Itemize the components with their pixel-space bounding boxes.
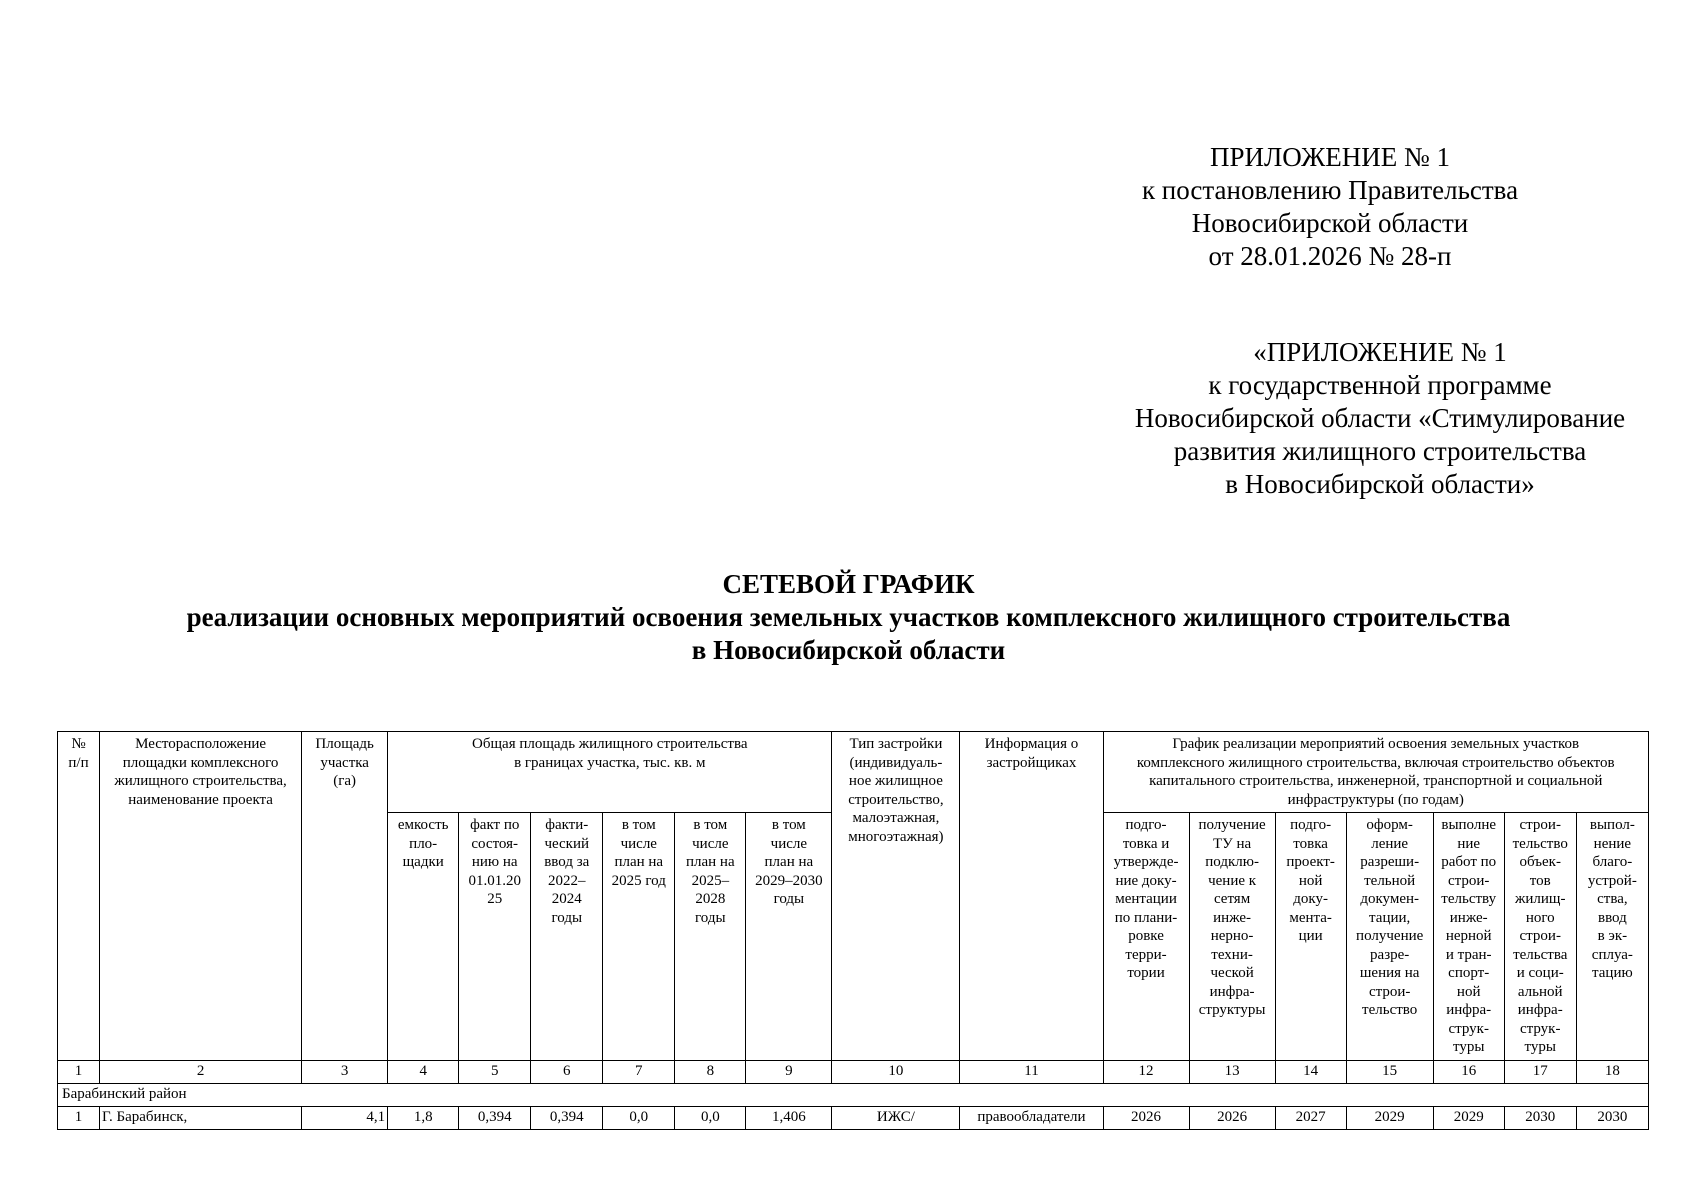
col-number: 16 [1433,1060,1504,1083]
header-col-1: № п/п [58,732,100,1061]
appendix-2-line-5: в Новосибирской области» [1225,469,1535,499]
appendix-header-2 [1110,336,1650,501]
col-number: 2 [100,1060,302,1083]
cell-plan-2029-2030: 1,406 [746,1106,832,1129]
col-number: 12 [1103,1060,1189,1083]
header-col-16: выполне ние работ по строи- тельству инже- нерной и тран- спорт- ной инфра- струк- туры [1433,813,1504,1061]
appendix-1-line-4: от 28.01.2026 № 28-п [1208,241,1452,271]
header-col-12: подго- товка и утвержде- ние доку- ментации по плани- ровке терри- тории [1103,813,1189,1061]
header-col-10: Тип застройки (индивидуаль- ное жилищное строительство, малоэтажная, многоэтажная) [832,732,960,1061]
col-number: 1 [58,1060,100,1083]
header-col-11: Информация о застройщиках [960,732,1103,1061]
cell-number: 1 [58,1106,100,1129]
title-line-1: СЕТЕВОЙ ГРАФИК [722,569,975,599]
cell-building-type: ИЖС/ [832,1106,960,1129]
appendix-2-line-3: Новосибирской области «Стимулирование [1134,403,1626,433]
header-col-14: подго- товка проект- ной доку- мента- ции [1275,813,1346,1061]
header-col-17: строи- тельство объек- тов жилищ- ного строи- тельства и соци- альной инфра- струк- туры [1504,813,1576,1061]
document-title [0,568,1697,667]
appendix-1-line-1: ПРИЛОЖЕНИЕ № 1 [1209,142,1451,172]
cell-location: Г. Барабинск, [100,1106,302,1129]
cell-plot-area: 4,1 [302,1106,388,1129]
appendix-2-line-4: развития жилищного строительства [1173,436,1587,466]
col-number: 11 [960,1060,1103,1083]
title-line-2: реализации основных мероприятий освоения земельных участков комплексного жилищного строительства [186,602,1511,632]
col-number: 9 [746,1060,832,1083]
cell-year-tech-conditions: 2026 [1189,1106,1275,1129]
network-schedule-table [57,731,1649,1130]
appendix-2-line-2: к государственной программе [1208,370,1552,400]
column-number-row [58,1060,1649,1083]
cell-year-design-docs: 2027 [1275,1106,1346,1129]
header-col-15: оформ- ление разреши- тельной докумен- тации, получение разре- шения на строи- тельство [1346,813,1433,1061]
section-label: Барабинский район [58,1083,1649,1106]
header-group-schedule: График реализации мероприятий освоения земельных участков комплексного жилищного строительства, включая строительство объектов капитального строительства, инженерной, транспортной и социальной инфраструктуры (по годам) [1103,732,1648,813]
col-number: 5 [459,1060,531,1083]
col-number: 14 [1275,1060,1346,1083]
col-number: 4 [388,1060,459,1083]
col-number: 6 [531,1060,603,1083]
header-col-18: выпол- нение благо- устрой- ства, ввод в эк- сплуа- тацию [1576,813,1648,1061]
cell-capacity: 1,8 [388,1106,459,1129]
col-number: 15 [1346,1060,1433,1083]
table-row [58,1106,1649,1129]
header-col-2: Месторасположение площадки комплексного жилищного строительства, наименование проекта [100,732,302,1061]
header-col-7: в том числе план на 2025 год [603,813,675,1061]
cell-fact-2025: 0,394 [459,1106,531,1129]
title-line-3: в Новосибирской области [691,635,1006,665]
header-col-4: емкость пло- щадки [388,813,459,1061]
cell-year-infrastructure: 2029 [1433,1106,1504,1129]
cell-year-permits: 2029 [1346,1106,1433,1129]
header-col-6: факти- ческий ввод за 2022– 2024 годы [531,813,603,1061]
appendix-header-1 [1140,141,1520,273]
section-row-barabinsky [58,1083,1649,1106]
header-col-3: Площадь участка (га) [302,732,388,1061]
cell-actual-2022-2024: 0,394 [531,1106,603,1129]
header-col-9: в том числе план на 2029–2030 годы [746,813,832,1061]
col-number: 18 [1576,1060,1648,1083]
header-col-13: получение ТУ на подклю- чение к сетям инже- нерно- техни- ческой инфра- структуры [1189,813,1275,1061]
cell-year-construction: 2030 [1504,1106,1576,1129]
col-number: 3 [302,1060,388,1083]
header-col-5: факт по состоя- нию на 01.01.20 25 [459,813,531,1061]
appendix-1-line-3: Новосибирской области [1191,208,1469,238]
cell-year-planning: 2026 [1103,1106,1189,1129]
cell-year-commissioning: 2030 [1576,1106,1648,1129]
cell-plan-2025: 0,0 [603,1106,675,1129]
col-number: 13 [1189,1060,1275,1083]
col-number: 8 [675,1060,746,1083]
header-group-area: Общая площадь жилищного строительства в границах участка, тыс. кв. м [388,732,832,813]
col-number: 10 [832,1060,960,1083]
table-header-row-1 [58,732,1649,813]
header-col-8: в том числе план на 2025– 2028 годы [675,813,746,1061]
cell-developer-info: правообладатели [960,1106,1103,1129]
appendix-2-line-1: «ПРИЛОЖЕНИЕ № 1 [1253,337,1507,367]
appendix-1-line-2: к постановлению Правительства [1141,175,1519,205]
col-number: 7 [603,1060,675,1083]
col-number: 17 [1504,1060,1576,1083]
cell-plan-2025-2028: 0,0 [675,1106,746,1129]
